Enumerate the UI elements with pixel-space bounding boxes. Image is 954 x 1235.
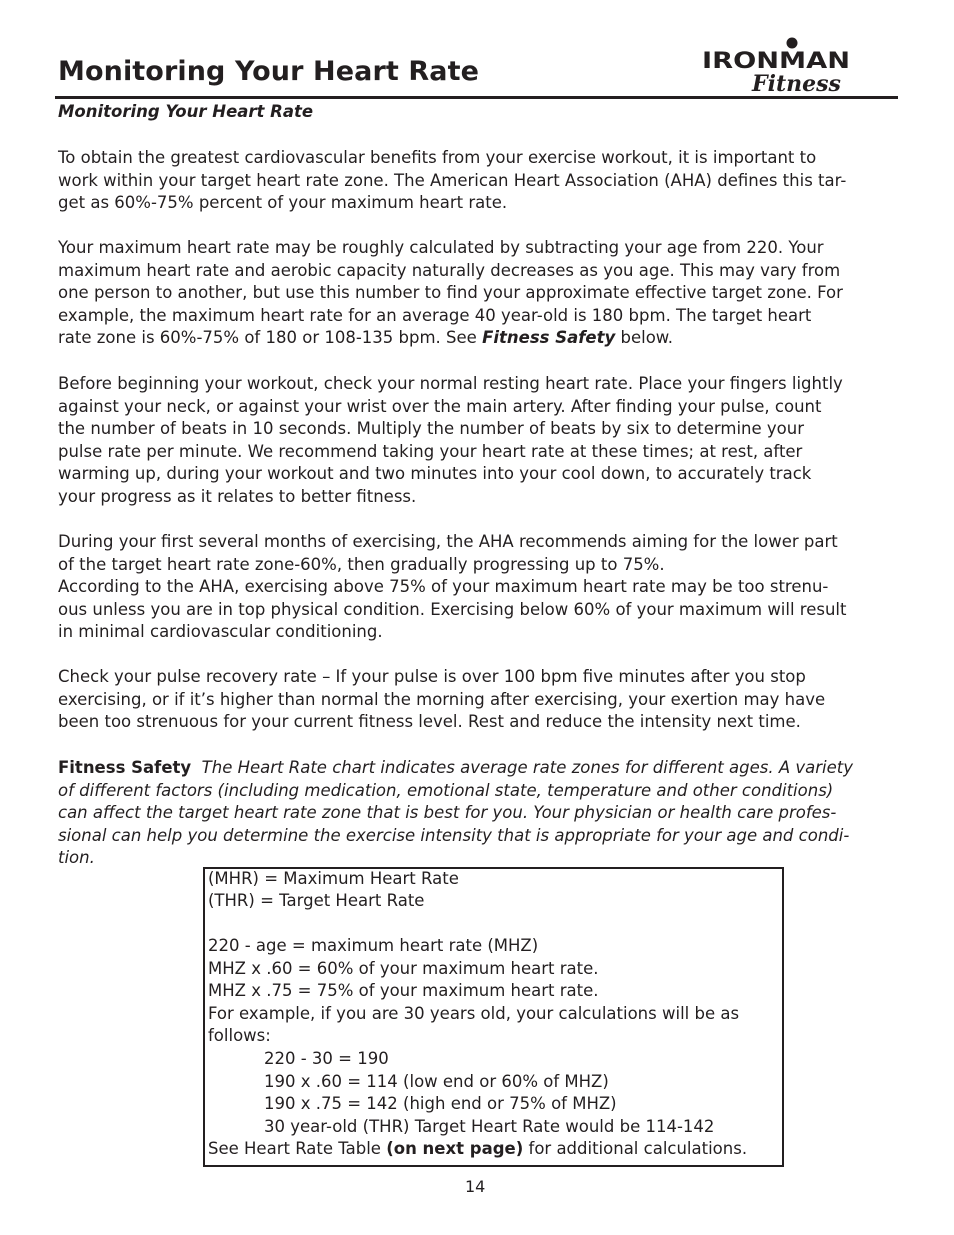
paragraph-fitness-safety xyxy=(58,757,900,870)
text-segment: below. xyxy=(615,328,674,348)
text-line xyxy=(58,757,900,780)
title-divider xyxy=(55,96,898,99)
box-footer-line xyxy=(208,1139,747,1158)
text-line: During your first several months of exercising, the AHA recommends aiming for the lower part xyxy=(58,532,838,551)
box-line: MHZ x .75 = 75% of your maximum heart rate. xyxy=(208,981,599,1000)
text-segment: See Heart Rate Table xyxy=(208,1139,387,1158)
calc-line: 220 - 30 = 190 xyxy=(264,1049,389,1068)
text-line: work within your target heart rate zone. The American Heart Association (AHA) defines this tar- xyxy=(58,170,847,190)
text-line: against your neck, or against your wrist over the main artery. After finding your pulse, count xyxy=(58,396,822,416)
text-segment: The Heart Rate chart indicates average rate zones for different ages. A variety xyxy=(191,758,853,777)
text-line: sional can help you determine the exercise intensity that is appropriate for your age and condi- xyxy=(58,825,850,845)
text-line: ous unless you are in top physical condition. Exercising below 60% of your maximum will result xyxy=(58,599,847,619)
calc-line: 190 x .75 = 142 (high end or 75% of MHZ) xyxy=(264,1094,617,1113)
calc-line: 190 x .60 = 114 (low end or 60% of MHZ) xyxy=(264,1072,609,1091)
text-line: of the target heart rate zone-60%, then gradually progressing up to 75%. xyxy=(58,554,665,574)
box-line: follows: xyxy=(208,1026,271,1045)
svg-text:IRONMAN: IRONMAN xyxy=(702,49,850,74)
section-subtitle: Monitoring Your Heart Rate xyxy=(58,102,314,121)
text-line: can affect the target heart rate zone that is best for you. Your physician or health care profes- xyxy=(58,803,837,823)
text-line: maximum heart rate and aerobic capacity naturally decreases as you age. This may vary from xyxy=(58,260,841,280)
text-line: get as 60%-75% percent of your maximum heart rate. xyxy=(58,193,508,213)
fitness-safety-label: Fitness Safety xyxy=(58,758,192,777)
box-line: For example, if you are 30 years old, your calculations will be as xyxy=(208,1004,740,1023)
fitness-safety-reference: Fitness Safety xyxy=(482,328,616,348)
svg-text:Fitness: Fitness xyxy=(752,71,841,96)
text-line: To obtain the greatest cardiovascular benefits from your exercise workout, it is important to xyxy=(58,148,817,167)
page-title: Monitoring Your Heart Rate xyxy=(58,56,480,87)
text-line: in minimal cardiovascular conditioning. xyxy=(58,622,383,642)
paragraph-pulse-recovery xyxy=(58,666,900,734)
text-segment: for additional calculations. xyxy=(523,1139,748,1158)
calc-line: 30 year-old (THR) Target Heart Rate would be 114-142 xyxy=(264,1117,715,1136)
text-line: According to the AHA, exercising above 75% of your maximum heart rate may be too strenu- xyxy=(58,577,829,597)
paragraph-target-zone xyxy=(58,147,900,215)
text-line: one person to another, but use this number to find your approximate effective target zone. For xyxy=(58,283,843,303)
box-line: 220 - age = maximum heart rate (MHZ) xyxy=(208,936,539,955)
text-line: example, the maximum heart rate for an average 40 year-old is 180 bpm. The target heart xyxy=(58,305,812,325)
box-line: MHZ x .60 = 60% of your maximum heart rate. xyxy=(208,959,599,978)
text-line: your progress as it relates to better fitness. xyxy=(58,486,417,506)
heart-rate-formula-box xyxy=(203,867,784,1167)
box-line: (THR) = Target Heart Rate xyxy=(208,891,425,910)
text-line: exercising, or if it’s higher than normal the morning after exercising, your exertion may have xyxy=(58,689,826,709)
page-number: 14 xyxy=(465,1177,486,1196)
paragraph-resting-heart-rate xyxy=(58,373,900,509)
box-line: (MHR) = Maximum Heart Rate xyxy=(208,869,459,888)
text-line xyxy=(58,327,900,350)
paragraph-max-heart-rate xyxy=(58,237,900,350)
text-line: of different factors (including medication, emotional state, temperature and other conditions) xyxy=(58,780,834,800)
text-line: Before beginning your workout, check your normal resting heart rate. Place your fingers lightly xyxy=(58,374,843,393)
text-segment: rate zone is 60%-75% of 180 or 108-135 bpm. See xyxy=(58,328,483,348)
ironman-fitness-logo xyxy=(700,36,852,96)
next-page-reference: (on next page) xyxy=(386,1139,524,1158)
text-line: pulse rate per minute. We recommend taking your heart rate at these times; at rest, after xyxy=(58,441,803,461)
text-line: Your maximum heart rate may be roughly calculated by subtracting your age from 220. Your xyxy=(58,238,824,257)
paragraph-aha-recommendation xyxy=(58,531,900,644)
text-line: Check your pulse recovery rate – If your pulse is over 100 bpm five minutes after you stop xyxy=(58,667,806,686)
text-line: the number of beats in 10 seconds. Multiply the number of beats by six to determine your xyxy=(58,419,805,439)
text-line: tion. xyxy=(58,848,95,868)
text-line: been too strenuous for your current fitness level. Rest and reduce the intensity next time. xyxy=(58,712,801,732)
text-line: warming up, during your workout and two minutes into your cool down, to accurately track xyxy=(58,464,812,484)
